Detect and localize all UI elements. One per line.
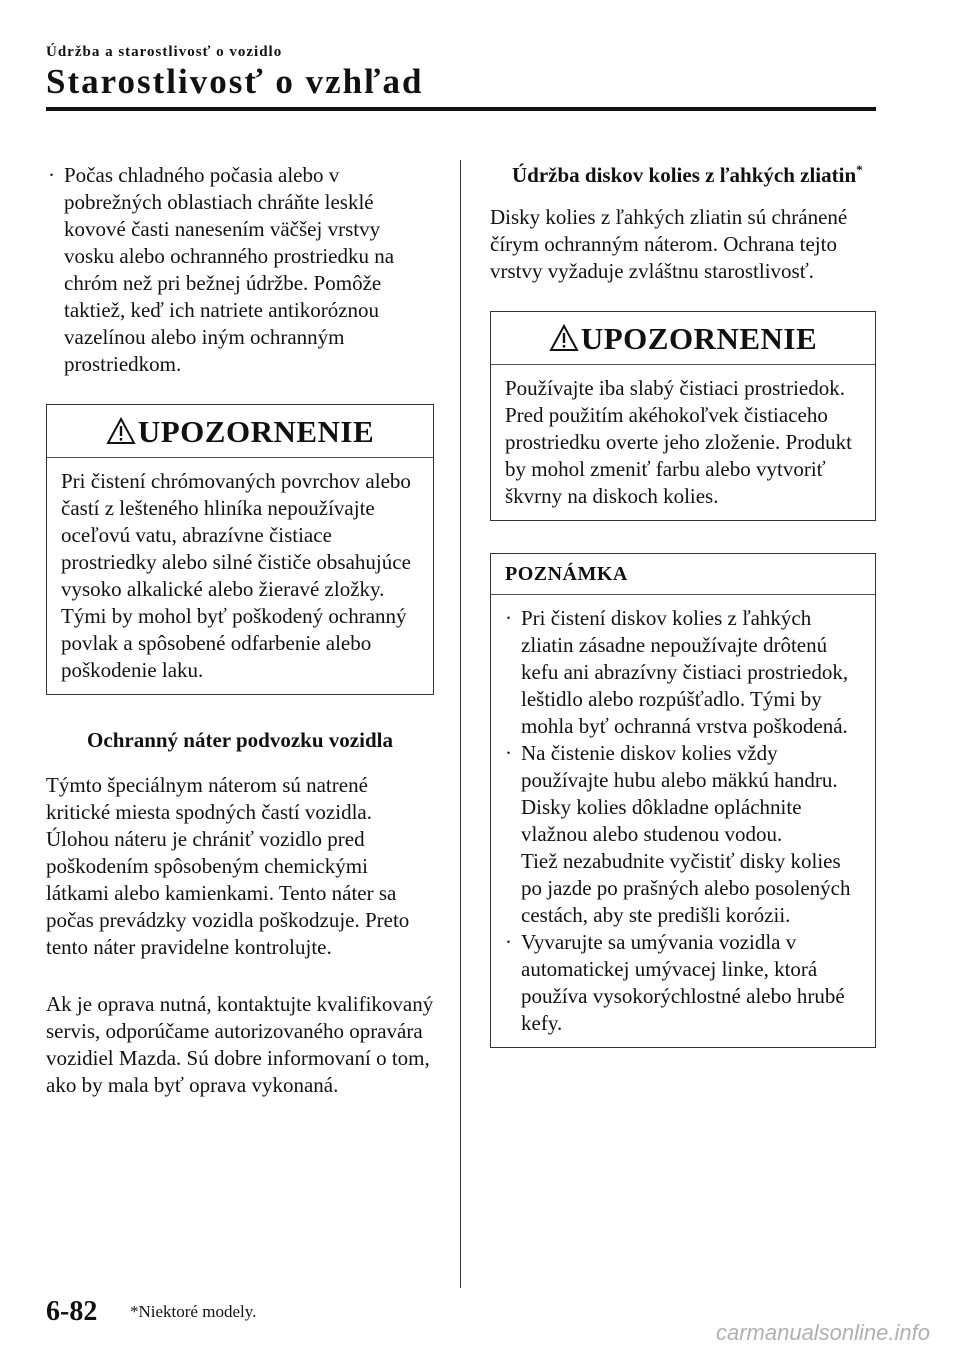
bullet-text: Počas chladného počasia alebo v pobrežných oblastiach chráňte lesklé kovové časti nanesením väčšej vrstvy vosku alebo ochranného prostriedku na chróm než pri bežnej údržbe. Pomôže taktiež, keď ich natriete antikoróznou vazelínou alebo iným ochranným prostriedkom. — [64, 163, 395, 376]
paragraph: Ak je oprava nutná, kontaktujte kvalifikovaný servis, odporúčame autorizovaného opravára vozidiel Mazda. Sú dobre informovaní o tom, ako by mala byť oprava vykonaná. — [46, 992, 434, 1097]
section-heading: Ochranný náter podvozku vozidla — [87, 728, 393, 752]
right-column — [490, 160, 876, 1048]
footnote-marker: * — [856, 162, 863, 177]
bullet-dot: · — [505, 741, 512, 765]
section-label: Údržba a starostlivosť o vozidlo — [46, 44, 283, 60]
paragraph: Disky kolies z ľahkých zliatin sú chránené čírym ochranným náterom. Ochrana tejto vrstvy vyžaduje zvláštnu starostlivosť. — [490, 205, 848, 283]
caution-title: UPOZORNENIE — [580, 320, 818, 356]
caution-text: Používajte iba slabý čistiaci prostriedok. Pred použitím akéhokoľvek čistiaceho prostriedku overte jeho zloženie. Produkt by mohol zmeniť farbu alebo vytvoriť škvrny na diskoch kolies. — [505, 376, 852, 508]
bullet-dot: · — [48, 163, 55, 187]
warning-icon — [106, 417, 136, 445]
caution-header — [491, 312, 875, 365]
note-body — [491, 595, 875, 1047]
column-divider — [460, 160, 461, 1288]
page-number: 6-82 — [46, 1296, 98, 1327]
bullet-dot: · — [505, 930, 512, 954]
footnote: *Niektoré modely. — [130, 1302, 257, 1321]
caution-text: Pri čistení chrómovaných povrchov alebo častí z lešteného hliníka nepoužívajte oceľovú vatu, abrazívne čistiace prostriedky alebo silné čističe obsahujúce vysoko alkalické alebo žieravé zložky. Tými by mohol byť poškodený ochranný povlak a spôsobené odfarbenie alebo poškodenie laku. — [61, 469, 411, 682]
note-box — [490, 553, 876, 1048]
caution-title: UPOZORNENIE — [137, 413, 375, 449]
note-title: POZNÁMKA — [491, 554, 875, 595]
page-title: Starostlivosť o vzhľad — [46, 62, 424, 101]
caution-box — [490, 311, 876, 521]
bullet-text: Vyvarujte sa umývania vozidla v automatickej umývacej linke, ktorá používa vysokorýchlostné alebo hrubé kefy. — [521, 930, 845, 1035]
header-rule — [46, 107, 876, 111]
list-item — [503, 605, 863, 740]
section-heading: Údržba diskov kolies z ľahkých zliatin* — [512, 162, 863, 187]
watermark: carmanualsonline.info — [715, 1320, 930, 1345]
list-item — [503, 929, 863, 1037]
bullet-dot: · — [505, 606, 512, 630]
paragraph: Týmto špeciálnym náterom sú natrené kritické miesta spodných častí vozidla. Úlohou náteru je chrániť vozidlo pred poškodením spôsobeným chemickými látkami alebo kamienkami. Tento náter sa počas prevádzky vozidla poškodzuje. Preto tento náter pravidelne kontrolujte. — [46, 773, 410, 959]
warning-icon — [549, 324, 579, 352]
caution-header — [47, 405, 433, 458]
caution-box — [46, 404, 434, 695]
list-item — [503, 740, 863, 929]
left-column — [46, 162, 434, 1099]
bullet-text: Na čistenie diskov kolies vždy používajte hubu alebo mäkkú handru. Disky kolies dôkladne opláchnite vlažnou alebo studenou vodou. — [521, 741, 838, 846]
bullet-text-continued: Tiež nezabudnite vyčistiť disky kolies po jazde po prašných alebo posolených cestách, aby ste predišli korózii. — [521, 849, 851, 927]
list-item — [46, 162, 434, 378]
bullet-text: Pri čistení diskov kolies z ľahkých zliatin zásadne nepoužívajte drôtenú kefu ani abrazívny čistiaci prostriedok, leštidlo alebo rozpúšťadlo. Tými by mohla byť ochranná vrstva poškodená. — [521, 606, 849, 738]
